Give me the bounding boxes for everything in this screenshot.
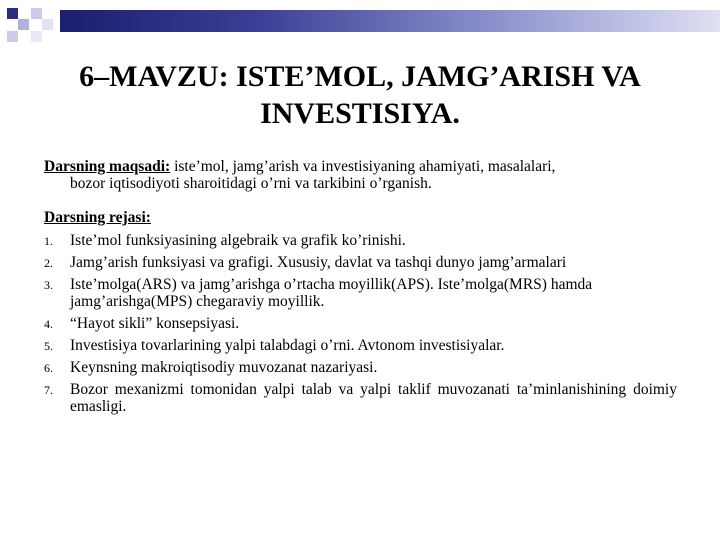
goal-text-continued: bozor iqtisodiyoti sharoitidagi o’rni va tarkibini o’rganish. — [70, 175, 432, 192]
slide-title — [20, 58, 700, 132]
item-text: “Hayot sikli” konsepsiyasi. — [70, 315, 240, 332]
list-item — [44, 232, 677, 249]
decor-square — [31, 8, 42, 19]
item-number: 4. — [44, 317, 53, 331]
list-item — [44, 359, 677, 376]
lesson-goal — [44, 158, 677, 192]
item-number: 3. — [44, 278, 53, 292]
item-text: Bozor mexanizmi tomonidan yalpi talab va yalpi taklif muvozanati ta’minlanishining doimiy emasligi. — [70, 381, 677, 415]
item-text: Jamg’arish funksiyasi va grafigi. Xususiy, davlat va tashqi dunyo jamg’armalari — [70, 254, 567, 271]
item-number: 5. — [44, 339, 53, 353]
item-number: 7. — [44, 383, 53, 397]
title-line: 6–MAVZU: ISTE’MOL, JAMG’ARISH VA — [79, 60, 641, 93]
goal-label: Darsning maqsadi: — [44, 158, 171, 175]
item-text: Investisiya tovarlarining yalpi talabdagi o’rni. Avtonom investisiyalar. — [70, 337, 505, 354]
decor-square — [31, 31, 42, 42]
item-number: 6. — [44, 361, 53, 375]
item-number: 1. — [44, 234, 53, 248]
item-text: Keynsning makroiqtisodiy muvozanat nazariyasi. — [70, 359, 378, 376]
decor-square — [7, 31, 18, 42]
decor-square — [7, 8, 18, 19]
list-item — [44, 381, 677, 415]
slide-content — [44, 158, 677, 420]
item-text: Iste’molga(ARS) va jamg’arishga o’rtacha moyillik(APS). Iste’molga(MRS) hamda jamg’arishga(MPS) chegaraviy moyillik. — [70, 276, 593, 310]
list-item — [44, 276, 677, 310]
item-text: Iste’mol funksiyasining algebraik va grafik ko’rinishi. — [70, 232, 406, 249]
title-line: INVESTISIYA. — [260, 97, 460, 130]
decor-square — [18, 19, 29, 30]
header-gradient-bar — [60, 10, 720, 32]
goal-text: iste’mol, jamg’arish va investisiyaning ahamiyati, masalalari, — [170, 158, 556, 175]
plan-list — [44, 232, 677, 415]
decor-square — [42, 19, 53, 30]
list-item — [44, 337, 677, 354]
item-number: 2. — [44, 256, 53, 270]
list-item — [44, 254, 677, 271]
plan-label: Darsning rejasi: — [44, 209, 151, 226]
list-item — [44, 315, 677, 332]
